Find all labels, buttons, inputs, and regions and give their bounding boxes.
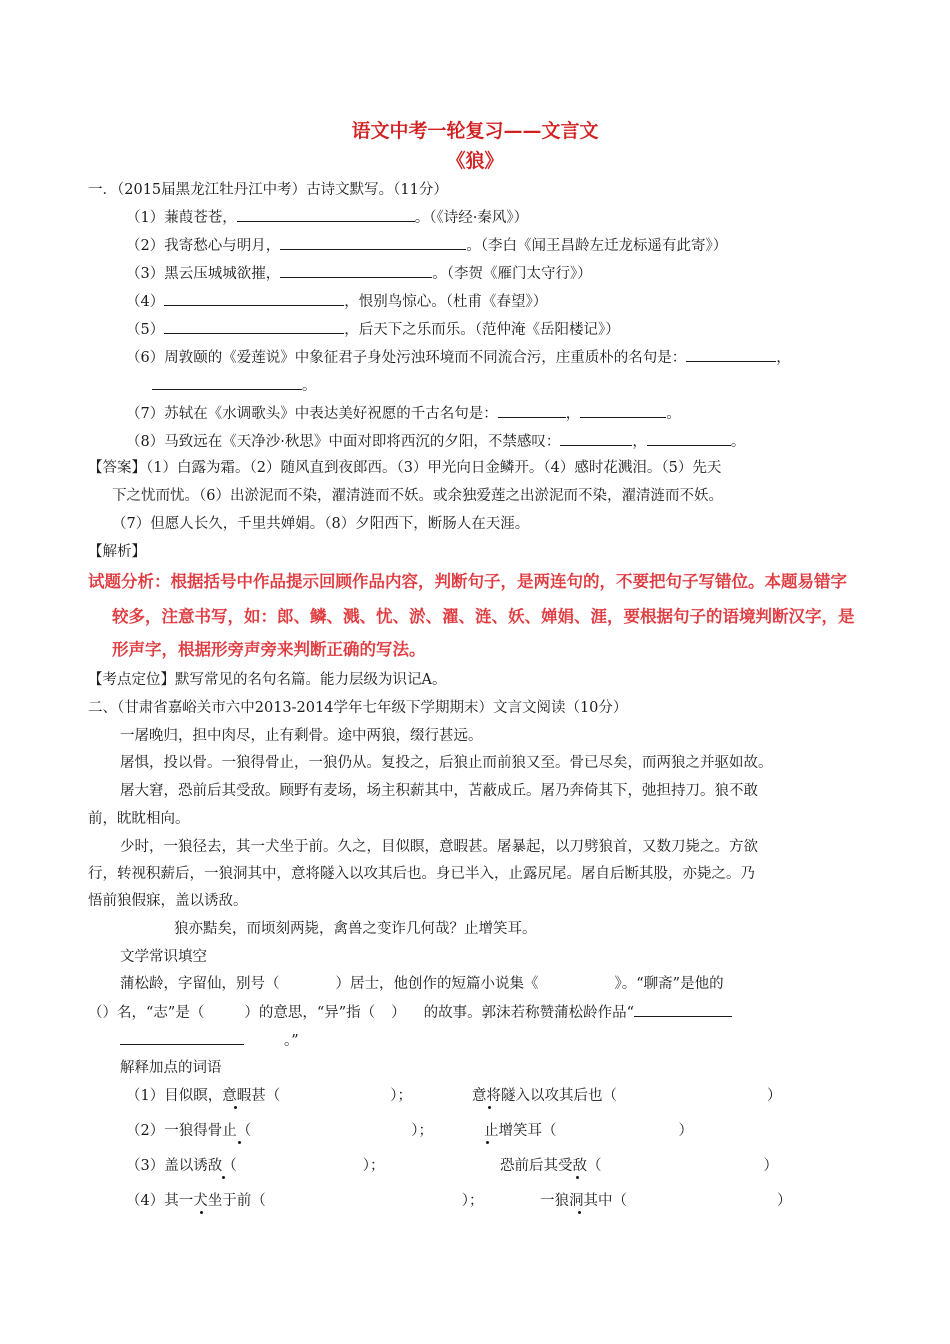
answer-blank[interactable] bbox=[120, 1030, 244, 1045]
answer-blank[interactable] bbox=[164, 291, 344, 306]
q1-item-6: （6）周敦颐的《爱莲说》中象征君子身处污浊环境而不同流合污，庄重质朴的名句是： ， bbox=[126, 347, 791, 368]
q1-item-5: （5） ，后天下之乐而乐。（范仲淹《岳阳楼记》） bbox=[126, 319, 620, 340]
q1-item-8: （8）马致远在《天净沙·秋思》中面对即将西沉的夕阳，不禁感叹： ， 。 bbox=[126, 431, 745, 452]
passage-line-3: 屠大窘，恐前后其受敌。顾野有麦场，场主积薪其中，苫蔽成丘。屠乃奔倚其下，弛担持刀。狼不敢 bbox=[120, 783, 758, 799]
document-subtitle: 《狼》 bbox=[446, 150, 504, 172]
q1-item-4: （4） ，恨别鸟惊心。（杜甫《春望》） bbox=[126, 291, 547, 312]
explain-item-1-left: （1）目似瞑，意暇甚（ ）； bbox=[126, 1088, 412, 1104]
lit-line-3: 。” bbox=[120, 1030, 299, 1051]
answer-blank[interactable] bbox=[280, 263, 432, 278]
answer-blank[interactable] bbox=[280, 235, 466, 250]
passage-line-6: 行，转视积薪后，一狼洞其中，意将隧入以攻其后也。身已半入，止露尻尾。屠自后断其股，亦毙之。乃 bbox=[88, 866, 755, 882]
analysis-line-2: 较多，注意书写，如：郎、鳞、溅、忧、淤、濯、涟、妖、婵娟、涯，要根据句子的语境判断汉字，是 bbox=[112, 607, 855, 626]
q2-header: 二、（甘肃省嘉峪关市六中2013-2014学年七年级下学期期末）文言文阅读（10分） bbox=[88, 700, 628, 716]
analysis-label: 【解析】 bbox=[88, 544, 146, 560]
answer-blank[interactable] bbox=[580, 403, 666, 418]
answer-blank[interactable] bbox=[164, 319, 344, 334]
document-title: 语文中考一轮复习——文言文 bbox=[351, 120, 599, 142]
lit-label: 文学常识填空 bbox=[120, 949, 207, 965]
explain-item-4-left: （4）其一犬坐于前（ ）； bbox=[126, 1193, 484, 1209]
q1-item-2: （2）我寄愁心与明月， 。（李白《闻王昌龄左迁龙标遥有此寄》） bbox=[126, 235, 727, 256]
explain-item-2-right: 止增笑耳（ ） bbox=[484, 1123, 693, 1139]
passage-line-7: 悟前狼假寐，盖以诱敌。 bbox=[88, 893, 248, 909]
answer-blank[interactable] bbox=[560, 431, 632, 446]
passage-line-8: 狼亦黠矣，而顷刻两毙，禽兽之变诈几何哉？止增笑耳。 bbox=[174, 921, 537, 937]
emphasis-dot bbox=[578, 1211, 581, 1214]
passage-line-4: 前，眈眈相向。 bbox=[88, 811, 190, 827]
analysis-line-3: 形声字，根据形旁声旁来判断正确的写法。 bbox=[112, 640, 426, 659]
q1-item-1: （1）蒹葭苍苍， 。（《诗经·秦风》） bbox=[126, 207, 528, 228]
passage-line-5: 少时，一狼径去，其一犬坐于前。久之，目似瞑，意暇甚。屠暴起，以刀劈狼首，又数刀毙之。方欲 bbox=[120, 839, 758, 855]
lit-line-2: （）名，“志”是（ ）的意思，“异”指（ ） 的故事。郭沫若称赞蒲松龄作品“ bbox=[88, 1002, 732, 1023]
point-line: 【考点定位】默写常见的名句名篇。能力层级为识记A。 bbox=[88, 672, 447, 688]
answer-blank[interactable] bbox=[634, 1002, 732, 1017]
emphasis-dot bbox=[200, 1211, 203, 1214]
explain-item-1-right: 意将隧入以攻其后也（ ） bbox=[472, 1088, 782, 1104]
answer-line-3: （7）但愿人长久，千里共婵娟。（8）夕阳西下，断肠人在天涯。 bbox=[112, 516, 530, 532]
q1-header: 一．（2015届黑龙江牡丹江中考）古诗文默写。（11分） bbox=[88, 182, 448, 198]
answer-blank[interactable] bbox=[498, 403, 566, 418]
answer-blank[interactable] bbox=[152, 375, 302, 390]
answer-line-2: 下之忧而忧。（6）出淤泥而不染，濯清涟而不妖。或余独爱莲之出淤泥而不染，濯清涟而不妖。 bbox=[112, 488, 723, 504]
answer-blank[interactable] bbox=[686, 347, 776, 362]
emphasis-dot bbox=[234, 1106, 237, 1109]
emphasis-dot bbox=[486, 1141, 489, 1144]
explain-item-3-left: （3）盖以诱敌（ ）； bbox=[126, 1158, 385, 1174]
q1-item-7: （7）苏轼在《水调歌头》中表达美好祝愿的千古名句是： ， 。 bbox=[126, 403, 681, 424]
q1-item-3: （3）黑云压城城欲摧， 。（李贺《雁门太守行》） bbox=[126, 263, 592, 284]
answer-line-1: 【答案】（1）白露为霜。（2）随风直到夜郎西。（3）甲光向日金鳞开。（4）感时花溅泪。（5）先天 bbox=[88, 460, 722, 476]
answer-blank[interactable] bbox=[237, 207, 415, 222]
emphasis-dot bbox=[576, 1176, 579, 1179]
emphasis-dot bbox=[488, 1106, 491, 1109]
lit-line-1: 蒲松龄，字留仙，别号（ ）居士，他创作的短篇小说集《 》。“聊斋”是他的 bbox=[120, 976, 724, 992]
q1-item-6-cont: 。 bbox=[152, 375, 317, 396]
explain-item-4-right: 一狼洞其中（ ） bbox=[540, 1193, 792, 1209]
emphasis-dot bbox=[238, 1141, 241, 1144]
explain-item-2-left: （2）一狼得骨止（ ）； bbox=[126, 1123, 433, 1139]
emphasis-dot bbox=[222, 1176, 225, 1179]
passage-line-1: 一屠晚归，担中肉尽，止有剩骨。途中两狼，缀行甚远。 bbox=[120, 728, 483, 744]
passage-line-2: 屠惧，投以骨。一狼得骨止，一狼仍从。复投之，后狼止而前狼又至。骨已尽矣，而两狼之并驱如故。 bbox=[120, 755, 773, 771]
explain-item-3-right: 恐前后其受敌（ ） bbox=[500, 1158, 778, 1174]
answer-blank[interactable] bbox=[647, 431, 731, 446]
explain-label: 解释加点的词语 bbox=[120, 1060, 222, 1076]
analysis-line-1: 试题分析：根据括号中作品提示回顾作品内容，判断句子，是两连句的，不要把句子写错位。本题易错字 bbox=[88, 572, 847, 591]
